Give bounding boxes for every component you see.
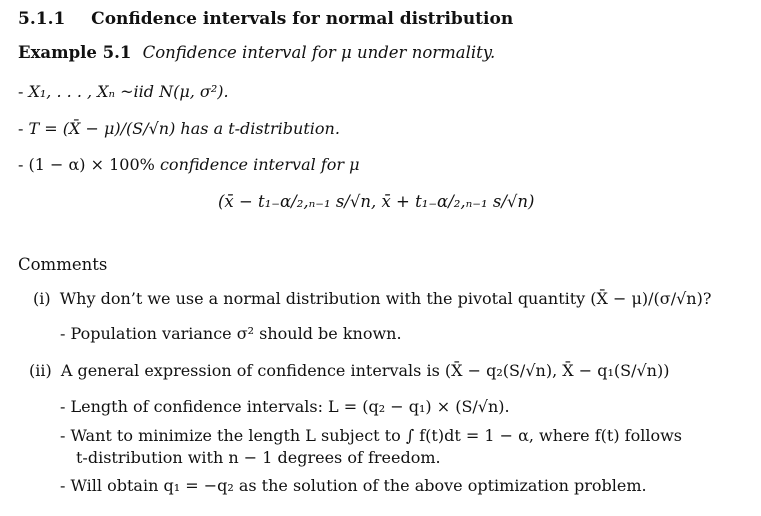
ci-display-formula: (x̄ − t₁₋α/₂,ₙ₋₁ s/√n, x̄ + t₁₋α/₂,ₙ₋₁ s/√n) [218, 192, 535, 211]
section-number: 5.1.1 [18, 9, 66, 29]
comment-ii [29, 361, 669, 380]
bullet-ci-math: (1 − α) × 100% [28, 155, 155, 174]
comment-ii-sub2: - Want to minimize the length L subject to ∫ f(t)dt = 1 − α, where f(t) follows [60, 426, 682, 445]
bullet-iid-text: X₁, . . . , Xₙ ~iid N(μ, σ²). [28, 82, 229, 101]
comment-i-sub-text: Population variance σ² should be known. [70, 324, 402, 343]
comment-i-label: (i) [33, 289, 51, 308]
comment-ii-sub3: - Will obtain q₁ = −q₂ as the solution of the above optimization problem. [60, 476, 647, 495]
comment-ii-sub2a-text: Want to minimize the length L subject to ∫ f(t)dt = 1 − α, where f(t) follows [70, 426, 682, 445]
comment-ii-text: A general expression of confidence intervals is (X̄ − q₂(S/√n), X̄ − q₁(S/√n)) [60, 361, 670, 380]
comment-ii-sub1-text: Length of confidence intervals: L = (q₂ − q₁) × (S/√n). [70, 397, 510, 416]
section-title: Confidence intervals for normal distribution [91, 9, 514, 29]
bullet-iid-sample: - X₁, . . . , Xₙ ~iid N(μ, σ²). [18, 82, 229, 101]
example-label: Example 5.1 [18, 43, 132, 62]
comment-i-sub: - Population variance σ² should be known. [60, 324, 402, 343]
bullet-ci-text: confidence interval for μ [159, 155, 360, 174]
section-heading [18, 9, 513, 29]
bullet-ci: - (1 − α) × 100% confidence interval for μ [18, 155, 360, 174]
comment-i-text: Why don’t we use a normal distribution with the pivotal quantity (X̄ − μ)/(σ/√n)? [59, 289, 712, 308]
comment-ii-label: (ii) [29, 361, 52, 380]
comment-ii-sub2-cont: t-distribution with n − 1 degrees of freedom. [76, 448, 441, 467]
bullet-t-text: has a t-distribution. [180, 119, 340, 138]
example-title: Confidence interval for μ under normality. [142, 43, 496, 62]
comment-i [33, 289, 711, 308]
comment-ii-sub3-text: Will obtain q₁ = −q₂ as the solution of the above optimization problem. [70, 476, 647, 495]
bullet-t-math: T = (X̄ − μ)/(S/√n) [28, 119, 176, 138]
example-line [18, 43, 495, 62]
bullet-t-statistic: - T = (X̄ − μ)/(S/√n) has a t-distribution. [18, 119, 340, 138]
comments-heading: Comments [18, 255, 108, 274]
comment-ii-sub1: - Length of confidence intervals: L = (q₂ − q₁) × (S/√n). [60, 397, 510, 416]
